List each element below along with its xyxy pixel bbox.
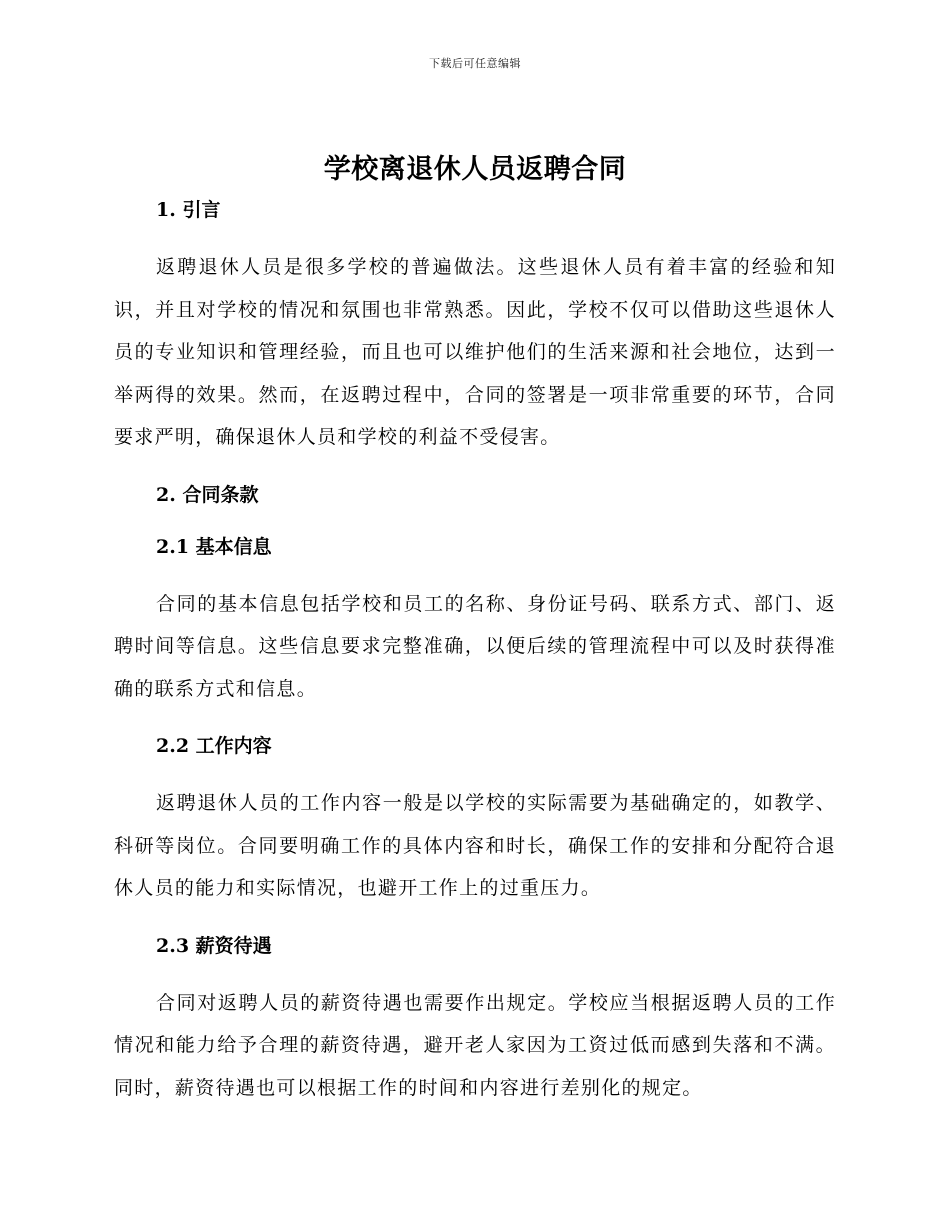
section-heading-basic-info: 2.1 基本信息 (156, 535, 272, 558)
section-heading-work-content: 2.2 工作内容 (156, 735, 272, 757)
document-title: 学校离退休人员返聘合同 (323, 154, 627, 185)
section-paragraph-introduction: 返聘退休人员是很多学校的普遍做法。这些退休人员有着丰富的经验和知识，并且对学校的情况和氛围也非常熟悉。因此，学校不仅可以借助这些退休人员的专业知识和管理经验，而且也可以维护他们的生活来源和社会地位，达到一举两得的效果。然而，在返聘过程中，合同的签署是一项非常重要的环节，合同要求严明，确保退休人员和学校的利益不受侵害。 (114, 256, 836, 448)
section-paragraph-salary: 合同对返聘人员的薪资待遇也需要作出规定。学校应当根据返聘人员的工作情况和能力给予合理的薪资待遇，避开老人家因为工资过低而感到失落和不满。同时，薪资待遇也可以根据工作的时间和内容进行差别化的规定。 (114, 991, 836, 1099)
document-body (114, 150, 836, 1109)
section-heading-introduction: 1. 引言 (156, 199, 221, 221)
section-heading-salary: 2.3 薪资待遇 (156, 934, 272, 957)
section-paragraph-work-content: 返聘退休人员的工作内容一般是以学校的实际需要为基础确定的，如教学、科研等岗位。合同要明确工作的具体内容和时长，确保工作的安排和分配符合退休人员的能力和实际情况，也避开工作上的过重压力。 (114, 792, 836, 899)
section-paragraph-basic-info: 合同的基本信息包括学校和员工的名称、身份证号码、联系方式、部门、返聘时间等信息。这些信息要求完整准确，以便后续的管理流程中可以及时获得准确的联系方式和信息。 (114, 592, 836, 700)
section-heading-contract-terms: 2. 合同条款 (156, 483, 259, 506)
page-header-note: 下载后可任意编辑 (429, 57, 521, 70)
